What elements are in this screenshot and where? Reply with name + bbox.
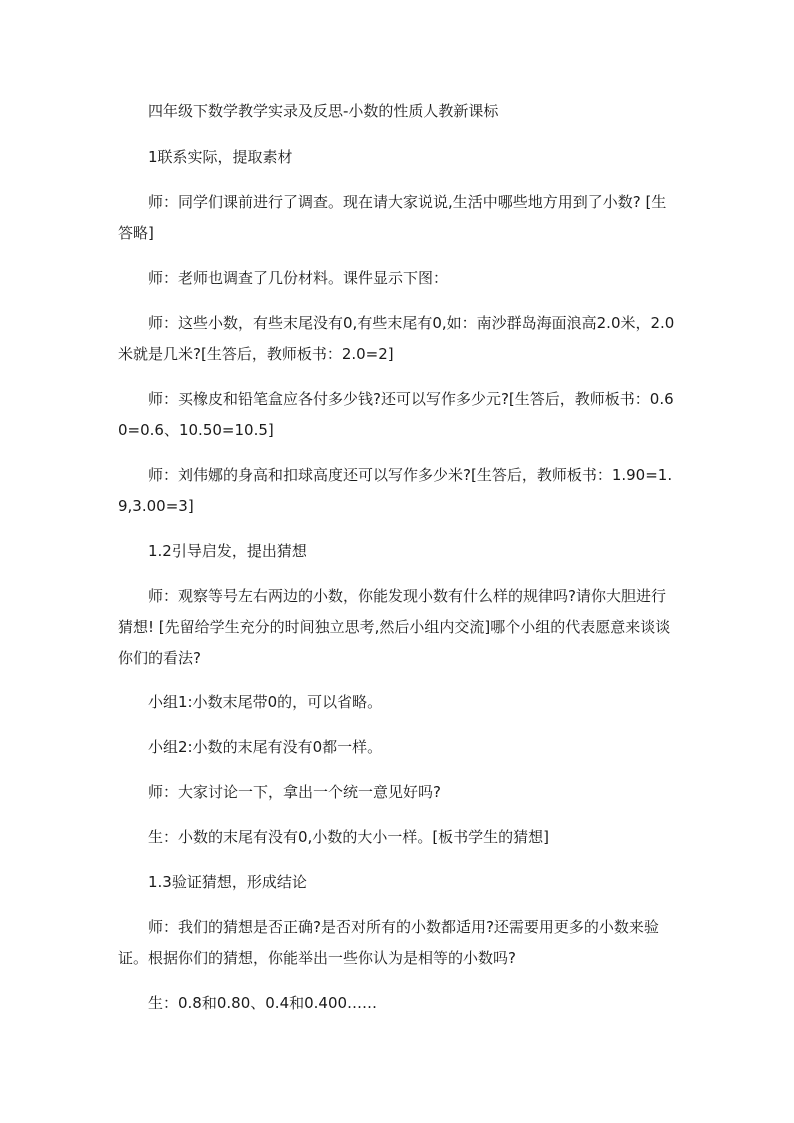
paragraph: 师：刘伟娜的身高和扣球高度还可以写作多少米?[生答后，教师板书：1.90=1.9,3.00=3] [118, 466, 673, 515]
section-heading-2: 1.2引导启发，提出猜想 [148, 542, 307, 560]
paragraph: 师：这些小数，有些末尾没有0,有些末尾有0,如：南沙群岛海面浪高2.0米，2.0米就是几米?[生答后，教师板书：2.0=2] [118, 314, 675, 363]
paragraph: 师：观察等号左右两边的小数，你能发现小数有什么样的规律吗?请你大胆进行猜想! [先留给学生充分的时间独立思考,然后小组内交流]哪个小组的代表愿意来谈谈你们的看法? [118, 587, 671, 667]
paragraph: 师：老师也调查了几份材料。课件显示下图： [148, 269, 449, 287]
paragraph: 师：同学们课前进行了调查。现在请大家说说,生活中哪些地方用到了小数? [生答略] [118, 193, 667, 242]
paragraph: 师：我们的猜想是否正确?是否对所有的小数都适用?还需要用更多的小数来验证。根据你们的猜想，你能举出一些你认为是相等的小数吗? [118, 918, 659, 967]
paragraph: 师：大家讨论一下，拿出一个统一意见好吗? [148, 783, 441, 801]
section-heading-1: 1联系实际，提取素材 [148, 148, 293, 166]
document-title: 四年级下数学教学实录及反思-小数的性质人教新课标 [148, 102, 499, 120]
paragraph: 小组2:小数的末尾有没有0都一样。 [148, 738, 383, 756]
paragraph: 生：0.8和0.80、0.4和0.400…… [148, 994, 378, 1012]
section-heading-3: 1.3验证猜想，形成结论 [148, 873, 307, 891]
paragraph: 小组1:小数末尾带0的，可以省略。 [148, 693, 383, 711]
paragraph: 师：买橡皮和铅笔盒应各付多少钱?还可以写作多少元?[生答后，教师板书：0.60=0.6、10.50=10.5] [118, 390, 674, 439]
paragraph: 生：小数的末尾有没有0,小数的大小一样。[板书学生的猜想] [148, 828, 550, 846]
